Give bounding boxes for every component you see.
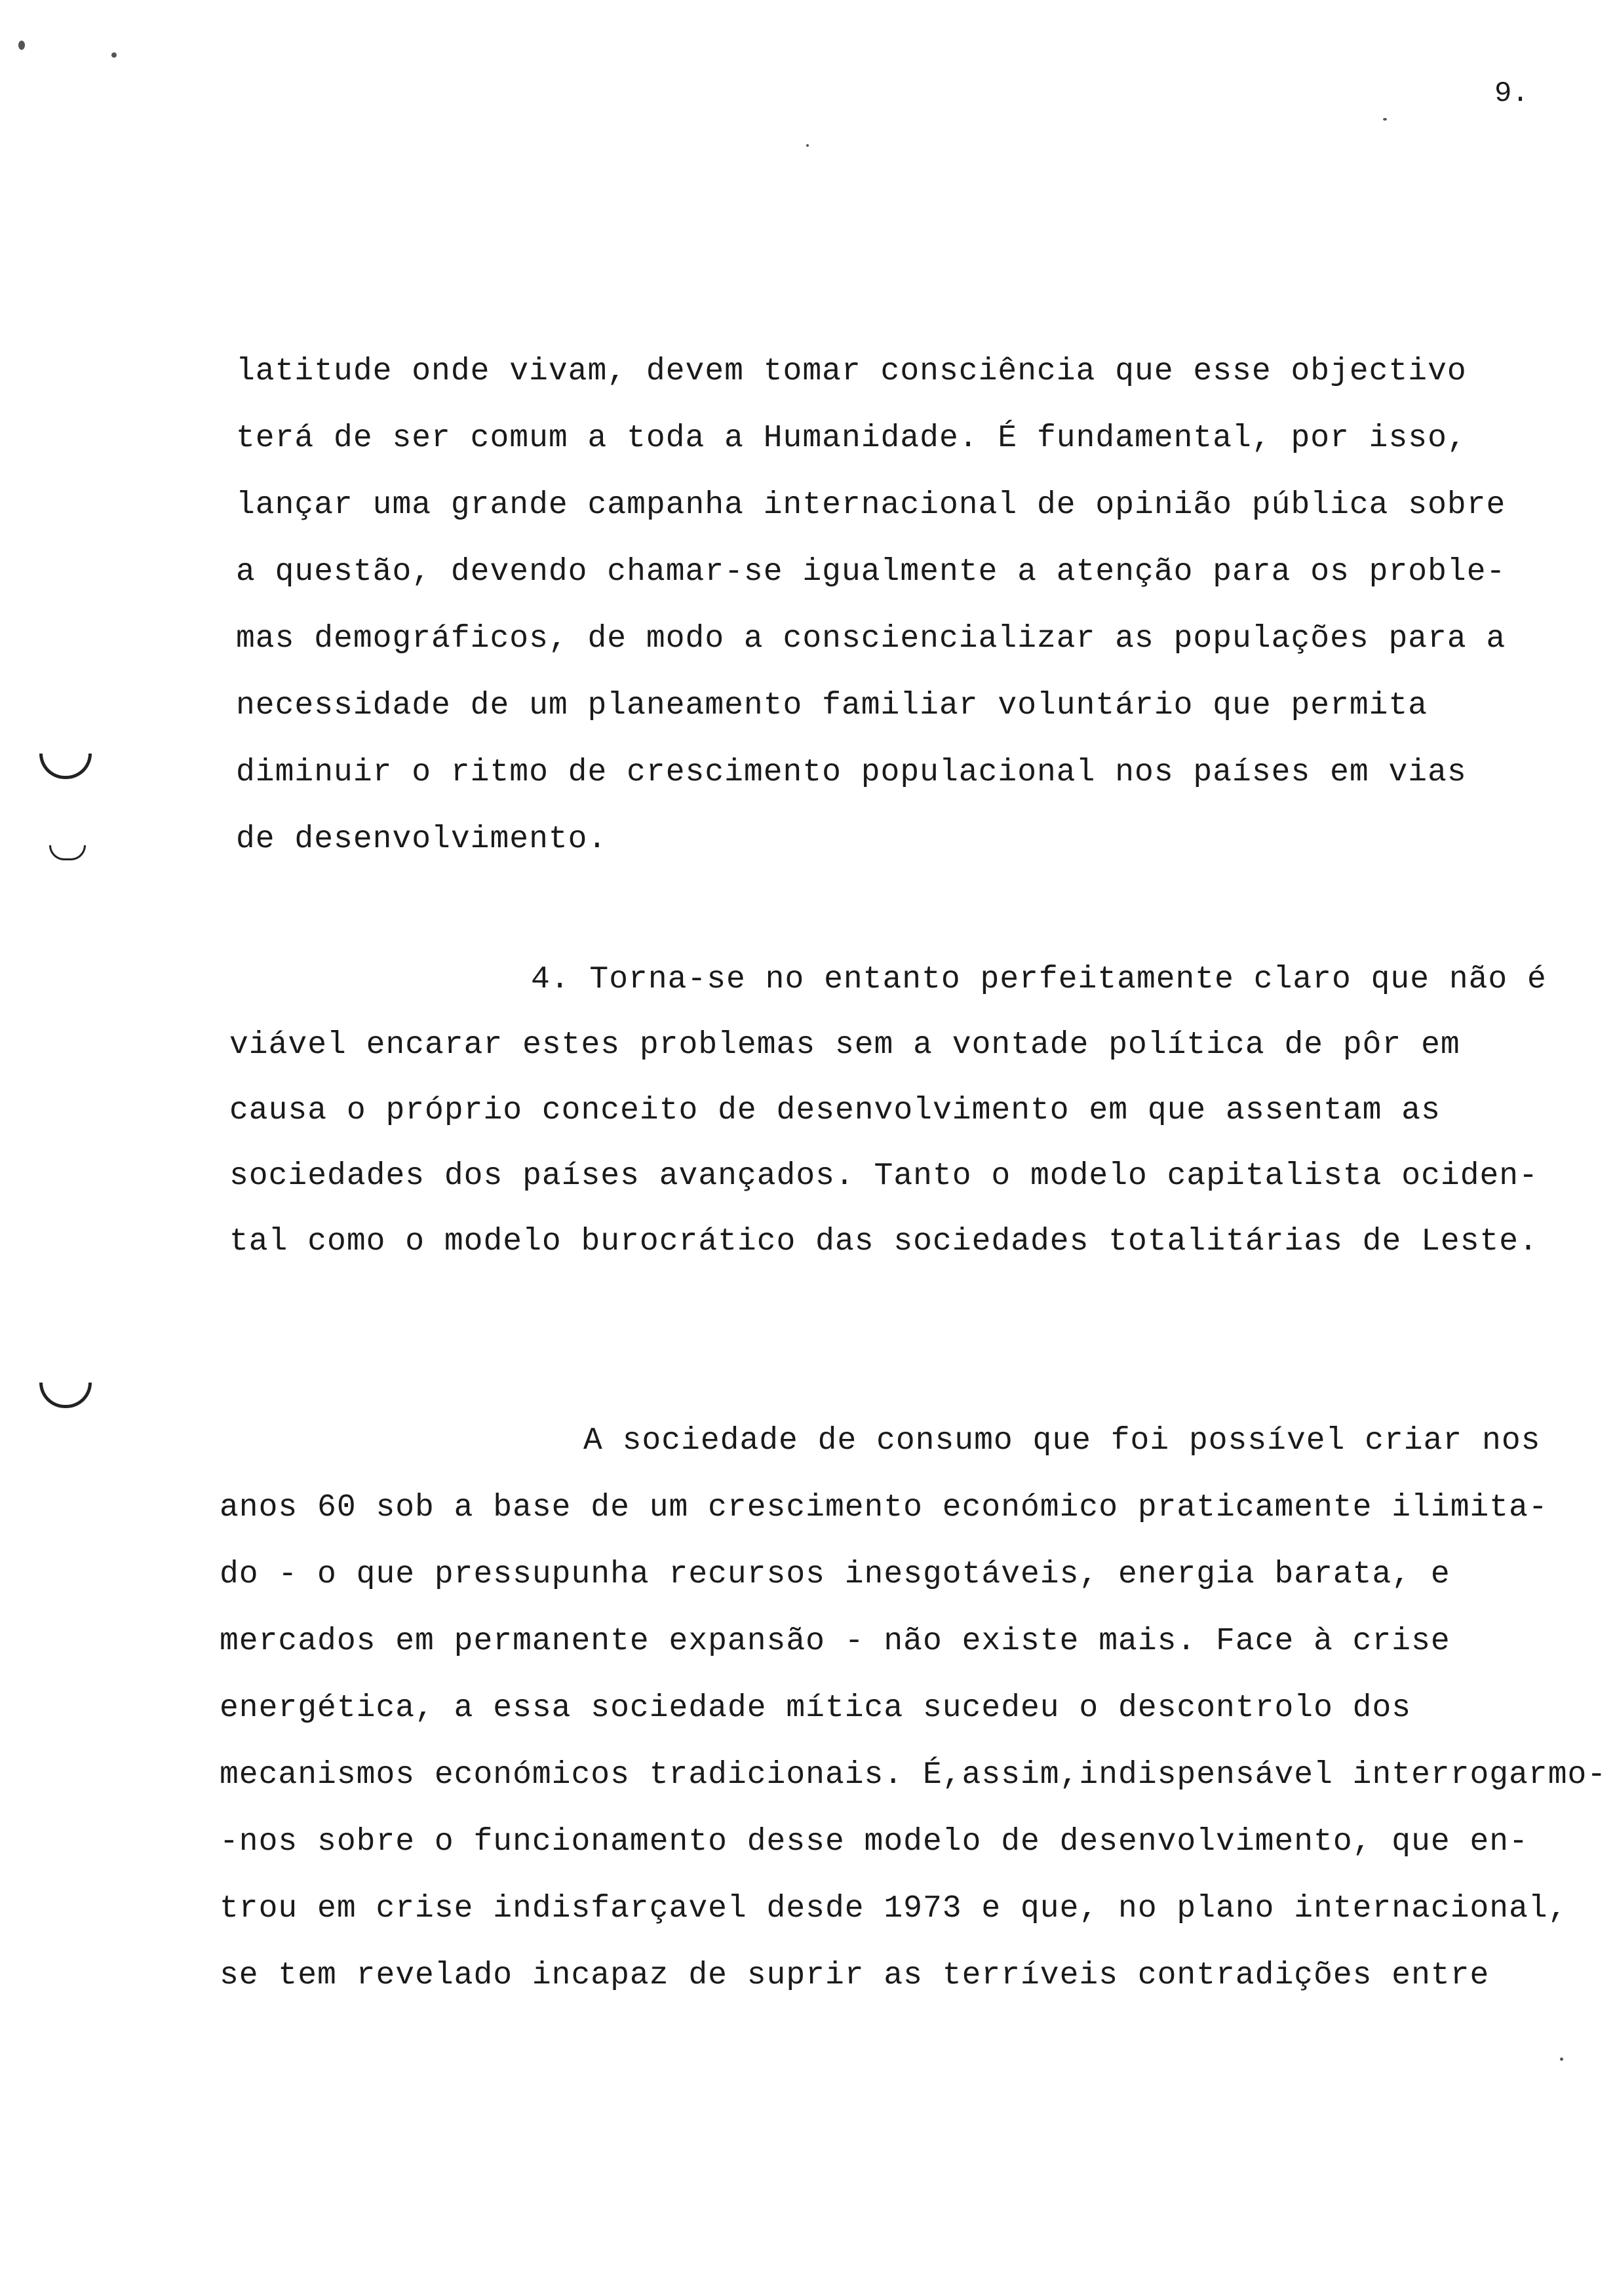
text-line: latitude onde vivam, devem tomar consciência que esse objectivo (236, 354, 1467, 389)
scan-speck (1383, 118, 1387, 121)
text-line: se tem revelado incapaz de suprir as terríveis contradições entre (220, 1958, 1490, 1993)
text-line: mecanismos económicos tradicionais. É,assim,indispensável interrogarmo- (220, 1757, 1607, 1793)
text-line: -nos sobre o funcionamento desse modelo de desenvolvimento, que en- (220, 1824, 1528, 1860)
text-line: terá de ser comum a toda a Humanidade. É fundamental, por isso, (236, 421, 1467, 456)
text-line: lançar uma grande campanha internacional de opinião pública sobre (236, 488, 1506, 523)
text-line: mas demográficos, de modo a consciencializar as populações para a (236, 621, 1506, 657)
text-line: trou em crise indisfarçavel desde 1973 e que, no plano internacional, (220, 1891, 1568, 1926)
binder-hole-mark (39, 1383, 92, 1408)
text-line: tal como o modelo burocrático das sociedades totalitárias de Leste. (229, 1224, 1538, 1259)
scan-speck (1560, 2057, 1563, 2061)
page-number: 9. (1494, 77, 1529, 110)
text-line: necessidade de um planeamento familiar voluntário que permita (236, 688, 1428, 723)
text-line: causa o próprio conceito de desenvolvimento em que assentam as (229, 1093, 1441, 1128)
text-line: mercados em permanente expansão - não existe mais. Face à crise (220, 1624, 1450, 1659)
text-line: sociedades dos países avançados. Tanto o modelo capitalista ociden- (229, 1158, 1538, 1194)
binder-hole-mark (49, 845, 86, 860)
text-line: viável encarar estes problemas sem a vontade política de pôr em (229, 1027, 1460, 1063)
text-line: diminuir o ritmo de crescimento populacional nos países em vias (236, 755, 1467, 790)
binder-hole-mark (39, 754, 92, 779)
text-line: a questão, devendo chamar-se igualmente a atenção para os proble- (236, 554, 1506, 590)
text-line: energética, a essa sociedade mítica sucedeu o descontrolo dos (220, 1691, 1412, 1726)
scan-speck (18, 41, 25, 50)
text-line: 4. Torna-se no entanto perfeitamente claro que não é (531, 962, 1547, 997)
text-line: do - o que pressupunha recursos inesgotáveis, energia barata, e (220, 1557, 1450, 1592)
text-line: A sociedade de consumo que foi possível criar nos (583, 1423, 1541, 1459)
text-line: anos 60 sob a base de um crescimento económico praticamente ilimita- (220, 1490, 1548, 1525)
scan-speck (111, 52, 117, 58)
text-line: de desenvolvimento. (236, 822, 608, 857)
scan-speck (806, 144, 809, 147)
